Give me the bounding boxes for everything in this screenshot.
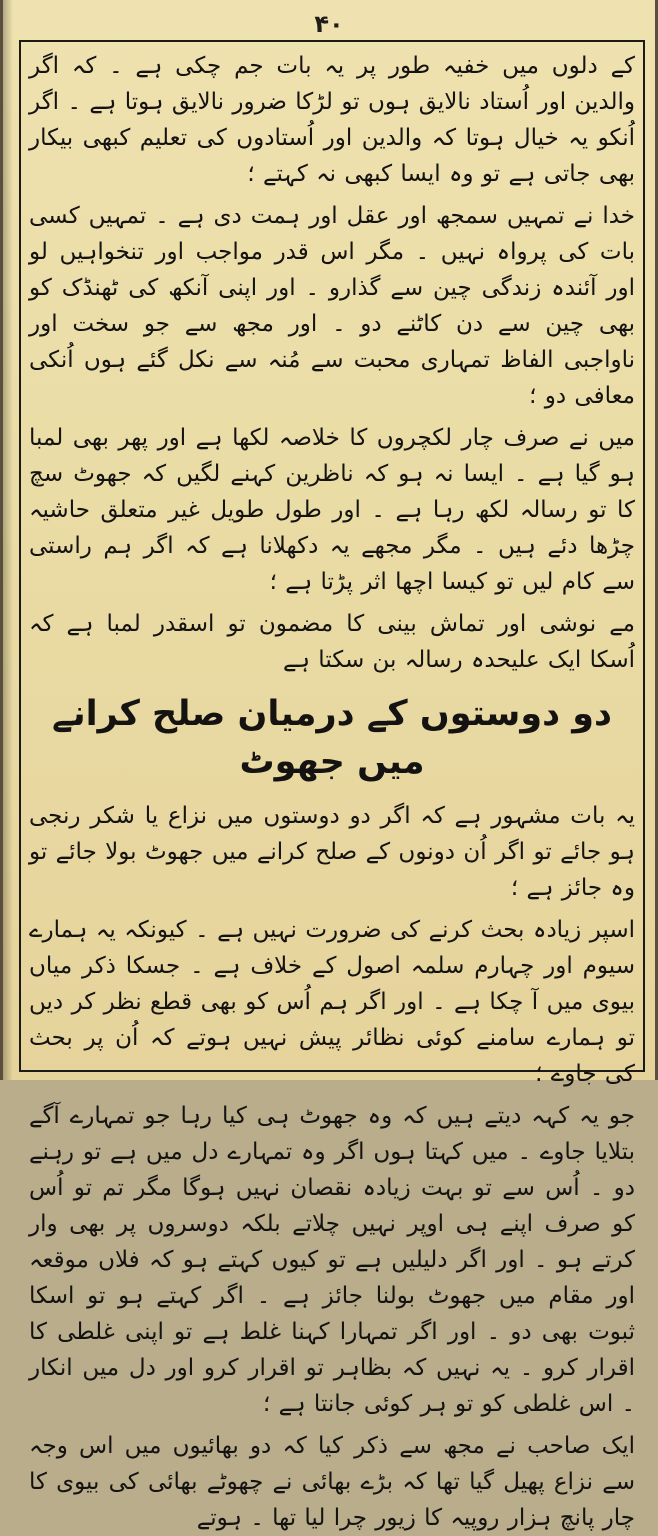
page-number: ۴۰	[314, 10, 344, 38]
paragraph-6: اسپر زیادہ بحث کرنے کی ضرورت نہیں ہے ۔ کیونکہ یہ ہمارے سیوم اور چہارم سلمہ اصول کے خلاف ہے ۔ جسکا ذکر میاں بیوی میں آ چکا ہے ۔ اور اگر ہم اُس کو بھی قطع نظر کر دیں تو ہمارے سامنے کوئی نظائر پیش نہیں ہوتے کہ اُن پر بحث کی جاوے ؛	[29, 917, 635, 1087]
paragraph-4: مے نوشی اور تماش بینی کا مضمون تو اسقدر لمبا ہے کہ اُسکا ایک علیحدہ رسالہ بن سکتا ہے	[29, 611, 635, 673]
section-heading: دو دوستوں کے درمیان صلح کرانے میں جھوٹ	[52, 694, 612, 782]
paragraph-5: یہ بات مشہور ہے کہ اگر دو دوستوں میں نزاع یا شکر رنجی ہو جائے تو اگر اُن دونوں کے صلح کرانے میں جھوٹ بولا جائے تو وہ جائز ہے ؛	[29, 803, 635, 901]
paragraph-3: میں نے صرف چار لکچروں کا خلاصہ لکھا ہے اور پھر بھی لمبا ہو گیا ہے ۔ ایسا نہ ہو کہ ناظرین کہنے لگیں کہ جھوٹ سچ کا تو رسالہ لکھ رہا ہے ۔ اور طول طویل غیر متعلق حاشیہ چڑھا دئے ہیں ۔ مگر مجھے یہ دکھلانا ہے کہ اگر ہم راستی سے کام لیں تو کیسا اچھا اثر پڑتا ہے ؛	[29, 425, 635, 595]
paragraph-2: خدا نے تمہیں سمجھ اور عقل اور ہمت دی ہے ۔ تمہیں کسی بات کی پرواہ نہیں ۔ مگر اس قدر مواجب اور تنخواہیں لو اور آئندہ زندگی چین سے گذارو ۔ اور اپنی آنکھ کی ٹھنڈک کو بھی چین سے دن کاٹنے دو ۔ اور مجھ سے جو سخت اور ناواجبی الفاظ تمہاری محبت سے مُنہ سے نکل گئے ہوں اُنکی معافی دو ؛	[29, 203, 635, 409]
page-edge-shadow	[3, 0, 13, 1080]
paragraph-7: جو یہ کہہ دیتے ہیں کہ وہ جھوٹ ہی کیا رہا جو تمہارے آگے بتلایا جاوے ۔ میں کہتا ہوں اگر وہ تمہارے دل میں ہے تو رہنے دو ۔ اُس سے تو بہت زیادہ نقصان نہیں ہوگا مگر تم تو اُس کو صرف اپنے ہی اوپر نہیں چلاتے بلکہ دوسروں پر بھی وار کرتے ہو ۔ اور اگر دلیلیں ہے تو کیوں کہتے ہو کہ فلاں موقعہ اور مقام میں جھوٹ بولنا جائز ہے ۔ اگر کہتے ہو تو اسکا ثبوت بھی دو ۔ اور اگر تمہارا کہنا غلط ہے تو اپنی غلطی کا اقرار کرو ۔ یہ نہیں کہ بظاہر تو اقرار کرو اور دل میں انکار ۔ اس غلطی کو تو ہر کوئی جانتا ہے ؛	[29, 1103, 635, 1417]
page-content	[29, 48, 635, 1531]
paragraph-8: ایک صاحب نے مجھ سے ذکر کیا کہ دو بھائیوں میں اس وجہ سے نزاع پھیل گیا تھا کہ بڑے بھائی نے چھوٹے بھائی کی بیوی کا چار پانچ ہزار روپیہ کا زیور چرا لیا تھا ۔ ہوتے	[29, 1433, 635, 1531]
paragraph-1: کے دلوں میں خفیہ طور پر یہ بات جم چکی ہے ۔ کہ اگر والدین اور اُستاد نالایق ہوں تو لڑکا ضرور نالایق ہوتا ہے ۔ اگر اُنکو یہ خیال ہوتا کہ والدین اور اُستادوں کی تعلیم کبھی بیکار بھی جاتی ہے تو وہ ایسا کبھی نہ کہتے ؛	[29, 53, 635, 187]
